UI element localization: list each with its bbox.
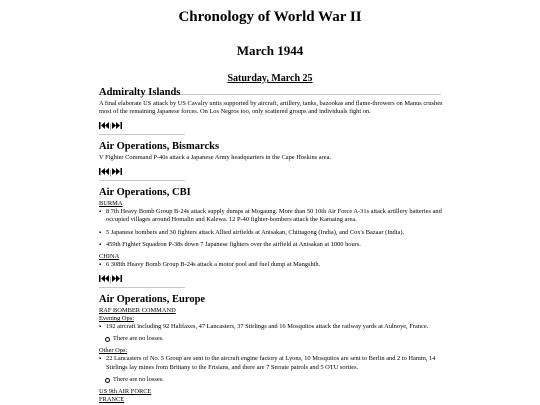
first-arrow-icon[interactable] [99, 122, 112, 132]
section-air-operations-cbi [99, 187, 445, 288]
nav-bar [99, 168, 445, 178]
next-arrow-icon[interactable] [112, 122, 122, 132]
subheading-us-9th-air-force: US 9th AIR FORCE [99, 387, 152, 395]
next-arrow-icon[interactable] [112, 168, 122, 178]
list-item: ▪ 459th Fighter Squadron P-38s down 7 Japanese fighters over the airfield at Anisakan at 1000 hours. [106, 241, 445, 249]
section-title: Admiralty Islands [99, 87, 181, 98]
other-sublist [99, 376, 445, 384]
divider [99, 180, 185, 181]
list-item: There are no losses. [113, 335, 445, 343]
section-air-operations-europe [99, 294, 445, 404]
section-title: Air Operations, Europe [99, 293, 206, 305]
next-arrow-icon[interactable] [112, 275, 122, 285]
divider [99, 134, 185, 135]
nav-bar [99, 122, 445, 132]
page-title: Chronology of World War II [178, 9, 362, 25]
subheading-evening-ops: Evening Ops: [99, 315, 134, 323]
section-text: A final elaborate US attack by US Cavalry units supported by aircraft, artillery, tanks, bazookas and flame-throwers on Manus crushes most of the remaining Japanese forces. On Los Negros too, only scattered groups and individuals fight on. [99, 100, 443, 116]
section-title: Air Operations, CBI [99, 187, 191, 199]
burma-list [99, 208, 445, 248]
list-item: ▪ 6 308th Heavy Bomb Group B-24s attack a motor pool and fuel dump at Mangshih. [106, 261, 445, 269]
list-item: ▪ 8 7th Heavy Bomb Group B-24s attack supply dumps at Mogaung. More than 50 10th Air Force A-31s attack artillery batteries and occupied villages around Homalin and Kalewa. 12 P-40 fighter-bombers attack the Kamaing area. [106, 208, 445, 224]
date-heading: Saturday, March 25 [227, 73, 313, 84]
other-list [99, 355, 445, 371]
list-item: There are no losses. [113, 376, 445, 384]
list-item: ▪ 192 aircraft including 92 Halifaxes, 47 Lancasters, 37 Stirlings and 16 Mosquitos attack the railway yards at Aulnoye, France. [106, 323, 445, 331]
nav-separator: | [110, 275, 112, 284]
section-admiralty-islands [99, 87, 445, 135]
subheading-raf: RAF BOMBER COMMAND [99, 306, 176, 314]
subheading-other-ops: Other Ops: [99, 347, 128, 355]
subheading-china: CHINA [99, 252, 120, 260]
subheading-burma: BURMA [99, 200, 123, 208]
list-item: ▪ 5 Japanese bombers and 30 fighters attack Allied airfields at Anisakan, Chittagong (India), and Cox's Bazaar (India). [106, 229, 445, 237]
section-text: V Fighter Command P-40s attack a Japanese Army headquarters in the Cape Hoskins area. [99, 154, 332, 162]
subheading-france: FRANCE [99, 395, 125, 403]
divider [99, 287, 185, 288]
evening-sublist [99, 335, 445, 343]
section-title: Air Operations, Bismarcks [99, 141, 220, 153]
china-list [99, 261, 445, 269]
first-arrow-icon[interactable] [99, 275, 112, 285]
nav-separator: | [110, 122, 112, 131]
header [0, 0, 540, 95]
list-item: ▪ 22 Lancasters of No. 5 Group are sent to the aircraft engine factory at Lyons, 10 Mosquitos are sent to Berlin and 2 to Hamm, 14 Stirlings lay mines from Brittany to the Frisians, and there are 7 Serrate patrols and 5 OTU sorties. [106, 355, 445, 371]
section-air-operations-bismarcks [99, 141, 445, 181]
nav-separator: | [110, 168, 112, 177]
evening-list [99, 323, 445, 331]
content [99, 87, 445, 404]
month-heading: March 1944 [236, 43, 304, 58]
first-arrow-icon[interactable] [99, 168, 112, 178]
nav-bar [99, 275, 445, 285]
